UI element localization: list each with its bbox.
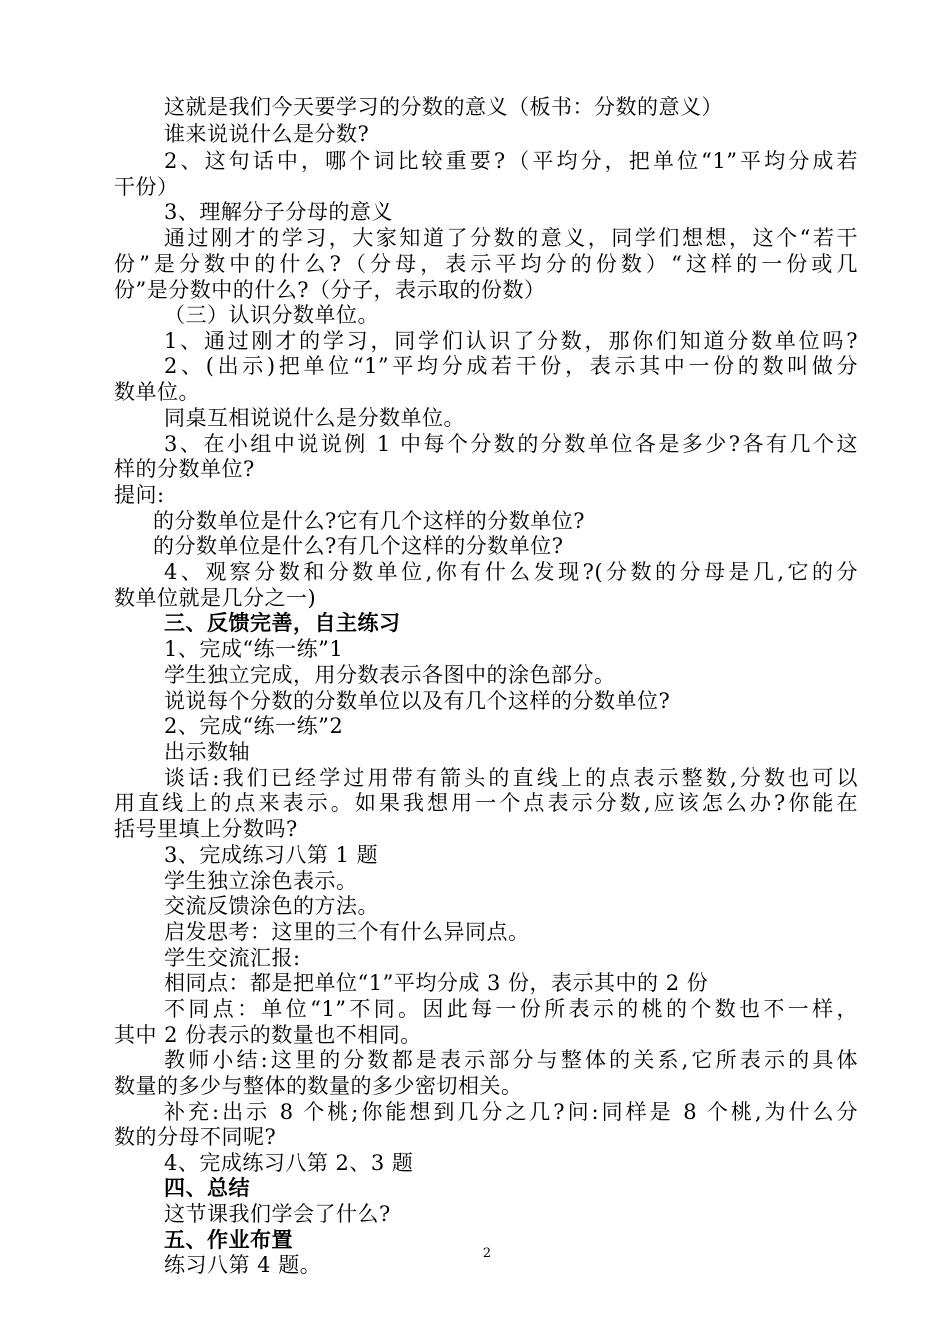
text-line: 学生独立涂色表示。 (164, 869, 358, 893)
text-line: 交流反馈涂色的方法。 (164, 894, 379, 918)
text-line: 练习八第 4 题。 (164, 1253, 322, 1277)
text-line: 其中 2 份表示的数量也不相同。 (114, 1023, 422, 1047)
text-line: 这就是我们今天要学习的分数的意义（板书：分数的意义） (164, 95, 723, 119)
text-line: 份”是分数中的什么?（分母，表示平均分的份数）“这样的一份或几 (114, 252, 858, 276)
section-heading: 五、作业布置 (164, 1227, 293, 1252)
text-line: 括号里填上分数吗? (114, 817, 298, 841)
text-line: 提问: (114, 483, 165, 507)
text-line: 谈话:我们已经学过用带有箭头的直线上的点表示整数,分数也可以 (164, 766, 858, 790)
text-line: 1、完成“练一练”1 (164, 637, 344, 661)
text-line: 2、完成“练一练”2 (164, 714, 344, 738)
text-line: 启发思考：这里的三个有什么异同点。 (164, 920, 530, 944)
text-line: 不同点：单位“1”不同。因此每一份所表示的桃的个数也不一样， (164, 997, 858, 1021)
text-line: 出示数轴 (164, 740, 250, 764)
text-line: 份”是分数中的什么?（分子，表示取的份数） (114, 278, 546, 302)
text-line: 谁来说说什么是分数? (164, 122, 370, 146)
text-line: 补充:出示 8 个桃;你能想到几分之几?问:同样是 8 个桃,为什么分 (164, 1100, 858, 1124)
text-line: 2、这句话中，哪个词比较重要?（平均分，把单位“1”平均分成若 (164, 149, 858, 173)
text-line: 1、通过刚才的学习，同学们认识了分数，那你们知道分数单位吗? (164, 329, 858, 353)
section-heading: 四、总结 (164, 1175, 250, 1200)
text-line: 4、完成练习八第 2、3 题 (164, 1151, 414, 1175)
text-line: 的分数单位是什么?它有几个这样的分数单位? (153, 509, 586, 533)
text-line: 样的分数单位? (114, 457, 255, 481)
text-line: 的分数单位是什么?有几个这样的分数单位? (153, 534, 564, 558)
section-heading: 三、反馈完善，自主练习 (164, 610, 401, 635)
text-line: 教师小结:这里的分数都是表示部分与整体的关系,它所表示的具体 (164, 1048, 858, 1072)
text-line: 3、在小组中说说例 1 中每个分数的分数单位各是多少?各有几个这 (164, 432, 858, 456)
text-line: 3、完成练习八第 1 题 (164, 843, 379, 867)
text-line: 学生交流汇报: (164, 946, 301, 970)
text-line: 4、观察分数和分数单位,你有什么发现?(分数的分母是几,它的分 (164, 560, 858, 584)
text-line: 2、(出示)把单位“1”平均分成若干份，表示其中一份的数叫做分 (164, 354, 858, 378)
text-line: 3、理解分子分母的意义 (164, 200, 393, 224)
text-line: 这节课我们学会了什么? (164, 1202, 391, 1226)
text-line: 数量的多少与整体的数量的多少密切相关。 (114, 1074, 523, 1098)
text-line: 数单位就是几分之一) (114, 586, 317, 610)
section-heading: （三）认识分数单位。 (164, 303, 379, 327)
text-line: 用直线上的点来表示。如果我想用一个点表示分数,应该怎么办?你能在 (114, 791, 858, 815)
text-line: 干份） (114, 175, 179, 199)
text-line: 通过刚才的学习，大家知道了分数的意义，同学们想想，这个“若干 (164, 226, 858, 250)
text-line: 数单位。 (114, 380, 200, 404)
text-line: 学生独立完成，用分数表示各图中的涂色部分。 (164, 663, 616, 687)
text-line: 说说每个分数的分数单位以及有几个这样的分数单位? (164, 689, 671, 713)
text-line: 数的分母不同呢? (114, 1125, 277, 1149)
page-number: 2 (482, 1246, 492, 1261)
text-line: 同桌互相说说什么是分数单位。 (164, 406, 465, 430)
text-line: 相同点：都是把单位“1”平均分成 3 份，表示其中的 2 份 (164, 971, 709, 995)
